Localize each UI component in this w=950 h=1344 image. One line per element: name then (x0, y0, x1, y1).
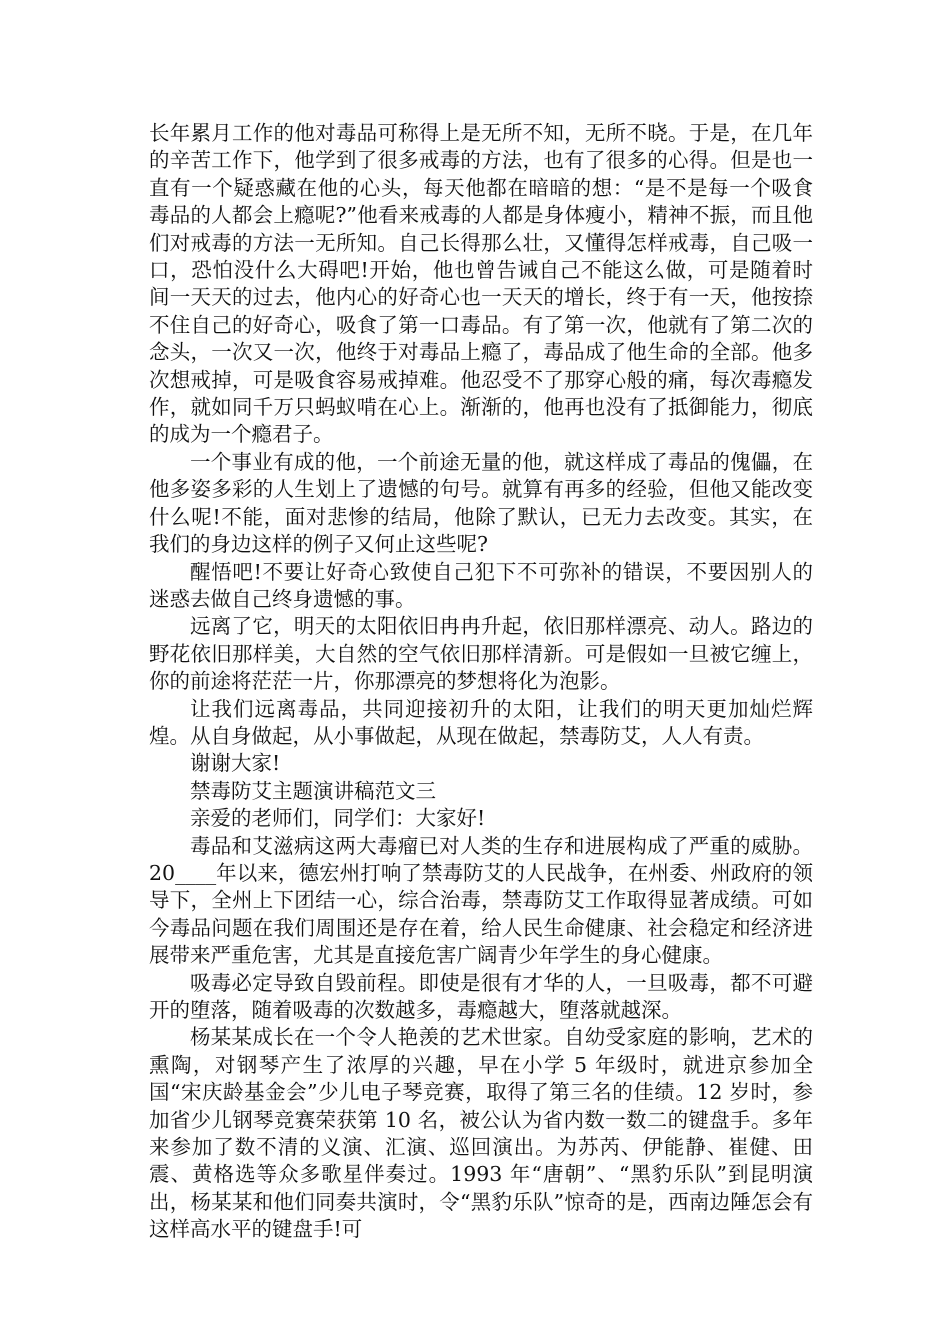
paragraph-relapse-story: 长年累月工作的他对毒品可称得上是无所不知，无所不晓。于是，在几年的辛苦工作下，他学到了很多戒毒的方法，也有了很多的心得。但是也一直有一个疑惑藏在他的心头，每天他都在暗暗的想：“是不是每一个吸食毒品的人都会上瘾呢?”他看来戒毒的人都是身体瘦小，精神不振，而且他们对戒毒的方法一无所知。自己长得那么壮，又懂得怎样戒毒，自己吸一口，恐怕没什么大碍吧!开始，他也曾告诫自己不能这么做，可是随着时间一天天的过去，他内心的好奇心也一天天的增长，终于有一天，他按捺不住自己的好奇心，吸食了第一口毒品。有了第一次，他就有了第二次的念头，一次又一次，他终于对毒品上瘾了，毒品成了他生命的全部。他多次想戒掉，可是吸食容易戒掉难。他忍受不了那穿心般的痛，每次毒瘾发作，就如同千万只蚂蚁啃在心上。渐渐的，他再也没有了抵御能力，彻底的成为一个瘾君子。 (149, 121, 813, 447)
section-heading: 禁毒防艾主题演讲稿范文三 (190, 778, 436, 803)
paragraph-greeting: 亲爱的老师们，同学们：大家好! (190, 806, 486, 831)
paragraph-threat: 毒品和艾滋病这两大毒瘤已对人类的生存和进展构成了严重的威胁。20____年以来，德宏州打响了禁毒防艾的人民战争，在州委、州政府的领导下，全州上下团结一心，综合治毒，禁毒防艾工作取得显著成绩。可如今毒品问题在我们周围还是存在着，给人民生命健康、社会稳定和经济进展带来严重危害，尤其是直接危害广阔青少年学生的身心健康。 (149, 833, 813, 968)
paragraph-wake-up: 醒悟吧!不要让好奇心致使自己犯下不可弥补的错误，不要因别人的迷惑去做自己终身遗憾的事。 (149, 559, 813, 611)
document-page (149, 120, 813, 1244)
paragraph-stay-away: 远离了它，明天的太阳依旧冉冉升起，依旧那样漂亮、动人。路边的野花依旧那样美，大自然的空气依旧那样清新。可是假如一旦被它缠上，你的前途将茫茫一片，你那漂亮的梦想将化为泡影。 (149, 614, 813, 694)
paragraph-puppet-of-drugs: 一个事业有成的他，一个前途无量的他，就这样成了毒品的傀儡，在他多姿多彩的人生划上了遗憾的句号。就算有再多的经验，但他又能改变什么呢!不能，面对悲惨的结局，他除了默认，已无力去改变。其实，在我们的身边这样的例子又何止这些呢? (149, 449, 813, 557)
paragraph-self-destruction: 吸毒必定导致自毁前程。即使是很有才华的人，一旦吸毒，都不可避开的堕落，随着吸毒的次数越多，毒瘾越大，堕落就越深。 (149, 970, 813, 1022)
paragraph-thanks: 谢谢大家! (190, 751, 281, 776)
paragraph-yang-story: 杨某某成长在一个令人艳羡的艺术世家。自幼受家庭的影响，艺术的熏陶，对钢琴产生了浓厚的兴趣，早在小学 5 年级时，就进京参加全国“宋庆龄基金会”少儿电子琴竞赛，取得了第三名的佳绩。12 岁时，参加省少儿钢琴竞赛荣获第 10 名，被公认为省内数一数二的键盘手。多年来参加了数不清的义演、汇演、巡回演出。为苏芮、伊能静、崔健、田震、黄格选等众多歌星伴奏过。1993 年“唐朝”、“黑豹乐队”到昆明演出，杨某某和他们同奏共演时，令“黑豹乐队”惊奇的是，西南边陲怎会有这样高水平的键盘手!可 (149, 1025, 813, 1242)
paragraph-call-to-action: 让我们远离毒品，共同迎接初升的太阳，让我们的明天更加灿烂辉煌。从自身做起，从小事做起，从现在做起，禁毒防艾，人人有责。 (149, 696, 813, 748)
